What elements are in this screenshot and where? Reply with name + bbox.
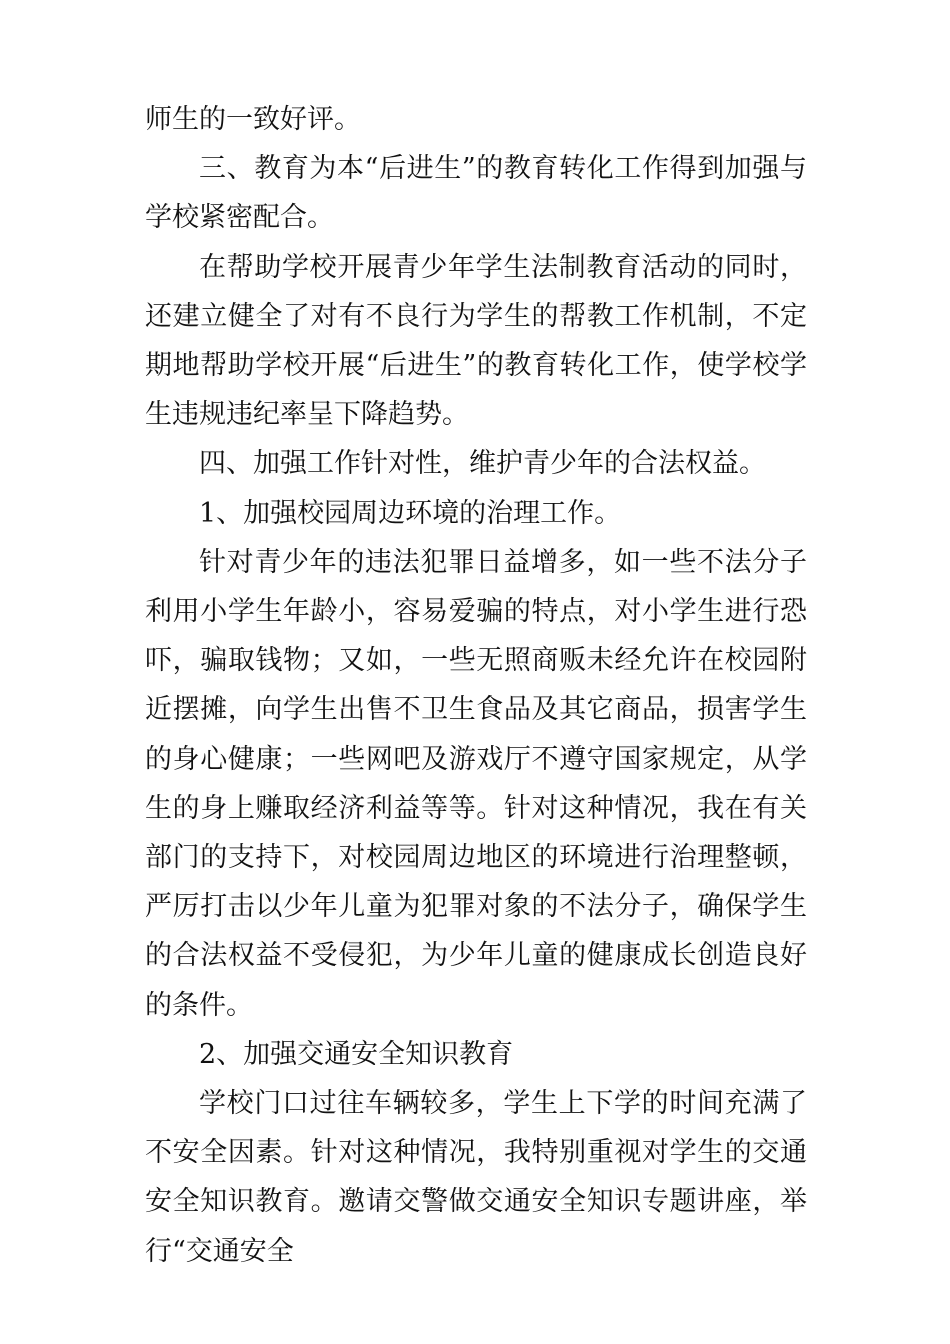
subheading-2: 2、加强交通安全知识教育 bbox=[199, 1038, 514, 1070]
section-heading-3: 三、教育为本“后进生”的教育转化工作得到加强与学校紧密配合。 bbox=[145, 153, 807, 234]
paragraph: 在帮助学校开展青少年学生法制教育活动的同时，还建立健全了对有不良行为学生的帮教工作机制，不定期地帮助学校开展“后进生”的教育转化工作，使学校学生违规违纪率呈下降趋势。 bbox=[145, 251, 807, 431]
paragraph: 针对青少年的违法犯罪日益增多，如一些不法分子利用小学生年龄小，容易爱骗的特点，对小学生进行恐吓，骗取钱物；又如，一些无照商贩未经允许在校园附近摆摊，向学生出售不卫生食品及其它商品，损害学生的身心健康；一些网吧及游戏厅不遵守国家规定，从学生的身上赚取经济利益等等。针对这种情况，我在有关部门的支持下，对校园周边地区的环境进行治理整顿，严厉打击以少年儿童为犯罪对象的不法分子，确保学生的合法权益不受侵犯，为少年儿童的健康成长创造良好的条件。 bbox=[145, 546, 807, 1021]
section-heading-4: 四、加强工作针对性，维护青少年的合法权益。 bbox=[199, 448, 766, 480]
document-body bbox=[145, 95, 807, 1276]
subheading-1: 1、加强校园周边环境的治理工作。 bbox=[199, 497, 622, 529]
paragraph-continuation: 师生的一致好评。 bbox=[145, 104, 361, 135]
paragraph: 学校门口过往车辆较多，学生上下学的时间充满了不安全因素。针对这种情况，我特别重视对学生的交通安全知识教育。邀请交警做交通安全知识专题讲座，举行“交通安全 bbox=[145, 1088, 807, 1267]
